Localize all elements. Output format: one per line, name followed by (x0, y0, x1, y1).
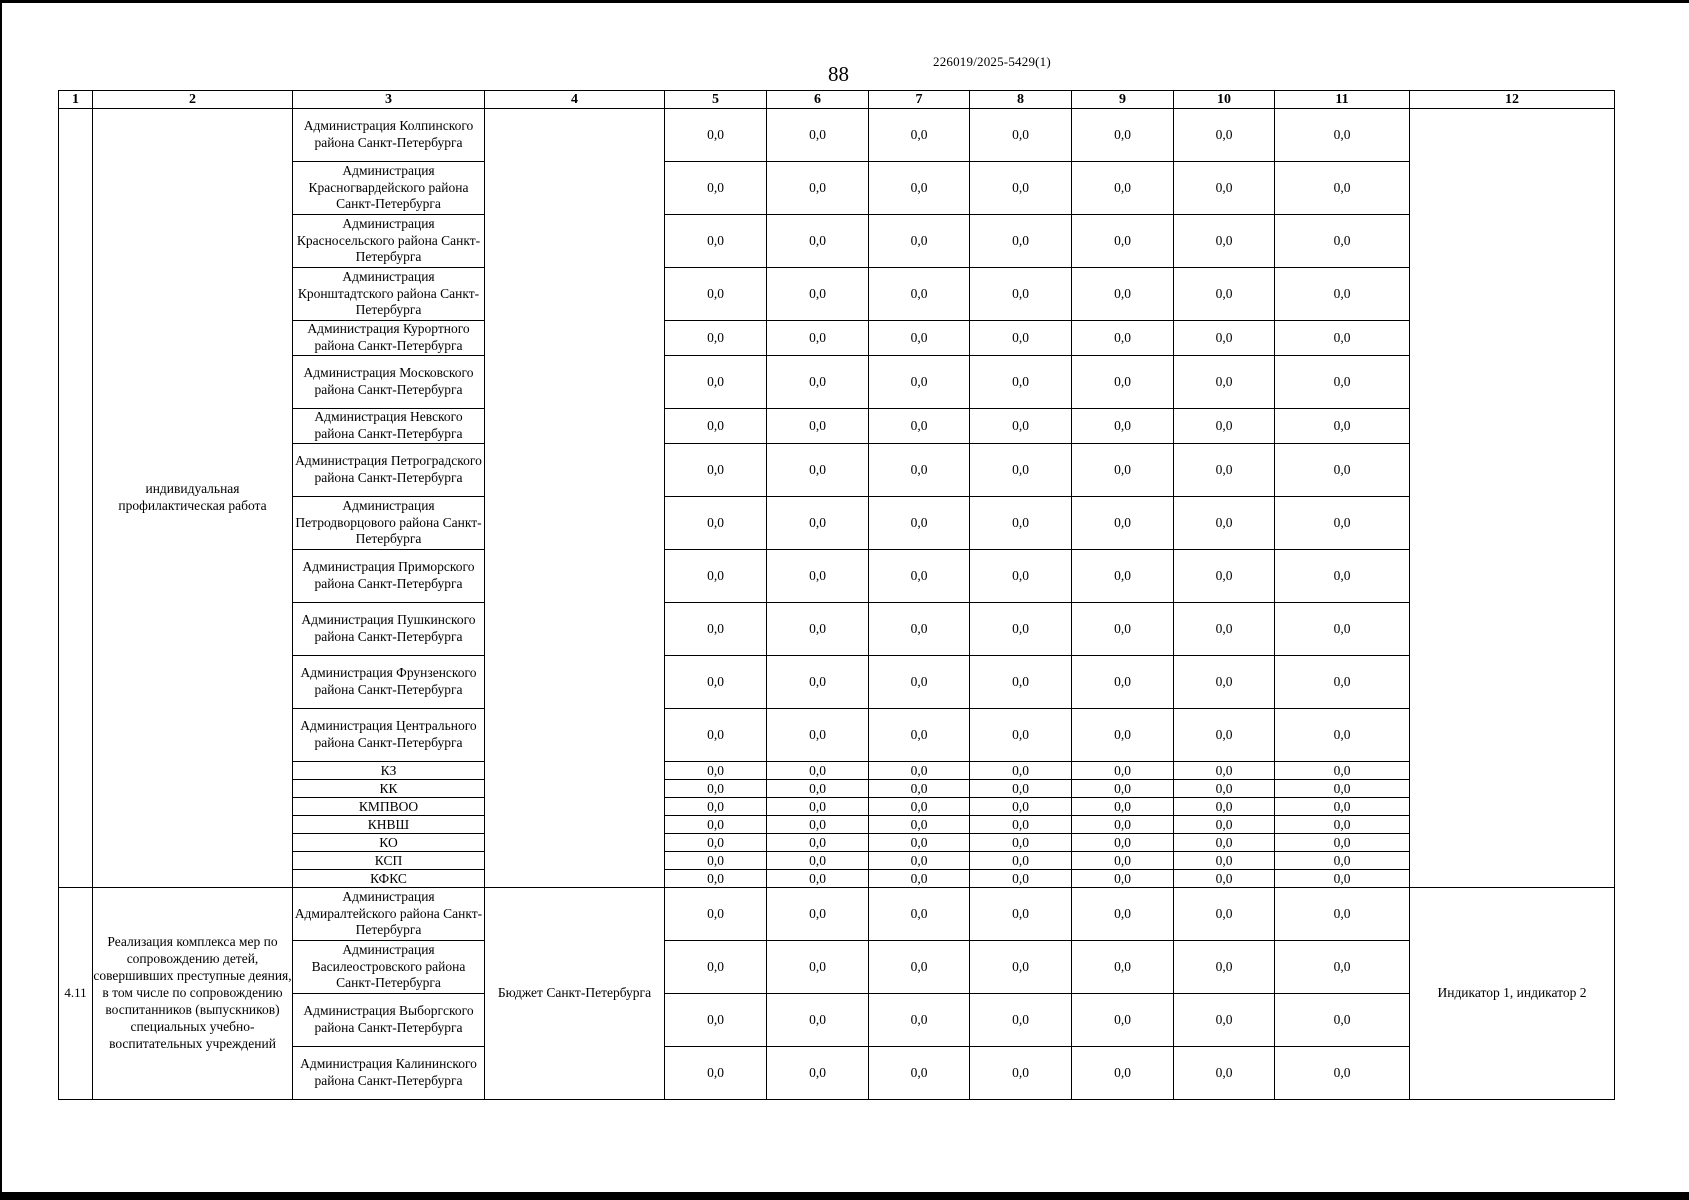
value-cell: 0,0 (869, 215, 970, 268)
column-header: 9 (1072, 91, 1174, 109)
value-cell: 0,0 (767, 356, 869, 409)
value-cell: 0,0 (869, 497, 970, 550)
value-cell: 0,0 (1174, 870, 1275, 888)
value-cell: 0,0 (1275, 762, 1410, 780)
table-row (59, 834, 1615, 852)
value-cell: 0,0 (665, 444, 767, 497)
value-cell: 0,0 (665, 1047, 767, 1100)
value-cell: 0,0 (869, 356, 970, 409)
funding-source-cell (485, 109, 665, 888)
executor-cell: Администрация Красногвардейского района Санкт-Петербурга (293, 162, 485, 215)
value-cell: 0,0 (665, 994, 767, 1047)
table-row (59, 656, 1615, 709)
value-cell: 0,0 (1275, 834, 1410, 852)
value-cell: 0,0 (767, 321, 869, 356)
value-cell: 0,0 (767, 603, 869, 656)
value-cell: 0,0 (1174, 356, 1275, 409)
value-cell: 0,0 (970, 215, 1072, 268)
value-cell: 0,0 (1275, 816, 1410, 834)
value-cell: 0,0 (1174, 994, 1275, 1047)
value-cell: 0,0 (767, 994, 869, 1047)
measure-title-cell: Реализация комплекса мер по сопровождению детей, совершивших преступные деяния, в том числе по сопровождению воспитанников (выпускников) специальных учебно-воспитательных учреждений (93, 888, 293, 1100)
table-row (59, 888, 1615, 941)
value-cell: 0,0 (767, 709, 869, 762)
executor-cell: Администрация Петродворцового района Санкт-Петербурга (293, 497, 485, 550)
value-cell: 0,0 (1174, 852, 1275, 870)
column-header: 4 (485, 91, 665, 109)
value-cell: 0,0 (1072, 888, 1174, 941)
executor-cell: Администрация Фрунзенского района Санкт-Петербурга (293, 656, 485, 709)
value-cell: 0,0 (869, 321, 970, 356)
budget-table (58, 90, 1615, 1100)
table-row (59, 816, 1615, 834)
value-cell: 0,0 (1275, 321, 1410, 356)
value-cell: 0,0 (1275, 870, 1410, 888)
value-cell: 0,0 (869, 870, 970, 888)
value-cell: 0,0 (1174, 603, 1275, 656)
value-cell: 0,0 (1275, 888, 1410, 941)
value-cell: 0,0 (767, 888, 869, 941)
value-cell: 0,0 (767, 798, 869, 816)
value-cell: 0,0 (970, 762, 1072, 780)
value-cell: 0,0 (1072, 870, 1174, 888)
value-cell: 0,0 (767, 497, 869, 550)
value-cell: 0,0 (1174, 816, 1275, 834)
value-cell: 0,0 (1174, 162, 1275, 215)
value-cell: 0,0 (767, 268, 869, 321)
value-cell: 0,0 (970, 656, 1072, 709)
column-header: 3 (293, 91, 485, 109)
table-row (59, 852, 1615, 870)
row-number-cell (59, 109, 93, 888)
value-cell: 0,0 (970, 870, 1072, 888)
value-cell: 0,0 (1174, 941, 1275, 994)
value-cell: 0,0 (869, 780, 970, 798)
value-cell: 0,0 (1275, 780, 1410, 798)
executor-cell: Администрация Кронштадтского района Санкт-Петербурга (293, 268, 485, 321)
value-cell: 0,0 (970, 497, 1072, 550)
value-cell: 0,0 (1174, 798, 1275, 816)
value-cell: 0,0 (869, 762, 970, 780)
value-cell: 0,0 (970, 268, 1072, 321)
value-cell: 0,0 (1275, 162, 1410, 215)
value-cell: 0,0 (1174, 109, 1275, 162)
executor-cell: Администрация Петроградского района Санкт-Петербурга (293, 444, 485, 497)
executor-cell: Администрация Красносельского района Санкт-Петербурга (293, 215, 485, 268)
value-cell: 0,0 (1174, 497, 1275, 550)
value-cell: 0,0 (1072, 162, 1174, 215)
table-row (59, 780, 1615, 798)
value-cell: 0,0 (1072, 109, 1174, 162)
table-row (59, 550, 1615, 603)
value-cell: 0,0 (970, 603, 1072, 656)
table-body (59, 91, 1615, 1100)
value-cell: 0,0 (1174, 321, 1275, 356)
value-cell: 0,0 (1275, 215, 1410, 268)
value-cell: 0,0 (767, 409, 869, 444)
value-cell: 0,0 (869, 268, 970, 321)
value-cell: 0,0 (767, 162, 869, 215)
value-cell: 0,0 (1275, 268, 1410, 321)
executor-cell: КЗ (293, 762, 485, 780)
value-cell: 0,0 (970, 444, 1072, 497)
value-cell: 0,0 (767, 215, 869, 268)
value-cell: 0,0 (970, 798, 1072, 816)
value-cell: 0,0 (1072, 762, 1174, 780)
column-header: 5 (665, 91, 767, 109)
table-row (59, 321, 1615, 356)
value-cell: 0,0 (869, 834, 970, 852)
table-row (59, 109, 1615, 162)
value-cell: 0,0 (1275, 1047, 1410, 1100)
table-row (59, 798, 1615, 816)
value-cell: 0,0 (1174, 1047, 1275, 1100)
value-cell: 0,0 (665, 870, 767, 888)
executor-cell: Администрация Центрального района Санкт-Петербурга (293, 709, 485, 762)
column-header: 8 (970, 91, 1072, 109)
value-cell: 0,0 (665, 215, 767, 268)
executor-cell: КО (293, 834, 485, 852)
value-cell: 0,0 (1275, 550, 1410, 603)
value-cell: 0,0 (1275, 852, 1410, 870)
value-cell: 0,0 (1072, 816, 1174, 834)
value-cell: 0,0 (1174, 268, 1275, 321)
value-cell: 0,0 (970, 1047, 1072, 1100)
value-cell: 0,0 (869, 941, 970, 994)
value-cell: 0,0 (869, 1047, 970, 1100)
value-cell: 0,0 (970, 780, 1072, 798)
value-cell: 0,0 (1072, 497, 1174, 550)
value-cell: 0,0 (665, 852, 767, 870)
value-cell: 0,0 (1275, 603, 1410, 656)
table-row (59, 497, 1615, 550)
table-row (59, 409, 1615, 444)
executor-cell: Администрация Калининского района Санкт-Петербурга (293, 1047, 485, 1100)
value-cell: 0,0 (869, 603, 970, 656)
column-header: 10 (1174, 91, 1275, 109)
value-cell: 0,0 (970, 550, 1072, 603)
column-header: 1 (59, 91, 93, 109)
value-cell: 0,0 (970, 816, 1072, 834)
table-row (59, 709, 1615, 762)
value-cell: 0,0 (665, 816, 767, 834)
value-cell: 0,0 (1275, 994, 1410, 1047)
value-cell: 0,0 (665, 603, 767, 656)
value-cell: 0,0 (970, 162, 1072, 215)
table-row (59, 444, 1615, 497)
value-cell: 0,0 (665, 497, 767, 550)
value-cell: 0,0 (1174, 888, 1275, 941)
value-cell: 0,0 (970, 888, 1072, 941)
value-cell: 0,0 (1072, 941, 1174, 994)
value-cell: 0,0 (869, 162, 970, 215)
value-cell: 0,0 (767, 852, 869, 870)
value-cell: 0,0 (869, 444, 970, 497)
column-header: 6 (767, 91, 869, 109)
value-cell: 0,0 (1072, 798, 1174, 816)
value-cell: 0,0 (767, 550, 869, 603)
value-cell: 0,0 (767, 834, 869, 852)
value-cell: 0,0 (1072, 780, 1174, 798)
value-cell: 0,0 (869, 109, 970, 162)
value-cell: 0,0 (1174, 550, 1275, 603)
value-cell: 0,0 (1275, 709, 1410, 762)
measure-title-cell: индивидуальная профилактическая работа (93, 109, 293, 888)
value-cell: 0,0 (1275, 444, 1410, 497)
value-cell: 0,0 (665, 656, 767, 709)
value-cell: 0,0 (1072, 852, 1174, 870)
value-cell: 0,0 (869, 409, 970, 444)
column-header: 2 (93, 91, 293, 109)
value-cell: 0,0 (1174, 656, 1275, 709)
value-cell: 0,0 (970, 356, 1072, 409)
value-cell: 0,0 (1072, 834, 1174, 852)
value-cell: 0,0 (1174, 834, 1275, 852)
value-cell: 0,0 (869, 798, 970, 816)
column-header: 12 (1410, 91, 1615, 109)
value-cell: 0,0 (665, 780, 767, 798)
value-cell: 0,0 (1072, 994, 1174, 1047)
value-cell: 0,0 (970, 852, 1072, 870)
value-cell: 0,0 (1275, 109, 1410, 162)
executor-cell: КСП (293, 852, 485, 870)
table-row (59, 870, 1615, 888)
value-cell: 0,0 (970, 109, 1072, 162)
value-cell: 0,0 (869, 994, 970, 1047)
value-cell: 0,0 (665, 834, 767, 852)
executor-cell: Администрация Курортного района Санкт-Петербурга (293, 321, 485, 356)
value-cell: 0,0 (1072, 1047, 1174, 1100)
executor-cell: КФКС (293, 870, 485, 888)
document-id: 226019/2025-5429(1) (933, 54, 1051, 69)
value-cell: 0,0 (665, 109, 767, 162)
value-cell: 0,0 (767, 762, 869, 780)
value-cell: 0,0 (970, 709, 1072, 762)
value-cell: 0,0 (970, 409, 1072, 444)
value-cell: 0,0 (665, 550, 767, 603)
value-cell: 0,0 (665, 321, 767, 356)
table-row (59, 762, 1615, 780)
column-header: 7 (869, 91, 970, 109)
executor-cell: Администрация Колпинского района Санкт-Петербурга (293, 109, 485, 162)
table-row (59, 215, 1615, 268)
value-cell: 0,0 (970, 321, 1072, 356)
value-cell: 0,0 (1174, 444, 1275, 497)
funding-source-cell: Бюджет Санкт-Петербурга (485, 888, 665, 1100)
value-cell: 0,0 (970, 941, 1072, 994)
table-row (59, 162, 1615, 215)
value-cell: 0,0 (665, 762, 767, 780)
value-cell: 0,0 (1275, 409, 1410, 444)
value-cell: 0,0 (767, 1047, 869, 1100)
value-cell: 0,0 (1275, 356, 1410, 409)
value-cell: 0,0 (1174, 409, 1275, 444)
executor-cell: Администрация Выборгского района Санкт-Петербурга (293, 994, 485, 1047)
value-cell: 0,0 (1072, 268, 1174, 321)
executor-cell: Администрация Пушкинского района Санкт-Петербурга (293, 603, 485, 656)
value-cell: 0,0 (665, 162, 767, 215)
value-cell: 0,0 (1072, 409, 1174, 444)
value-cell: 0,0 (767, 780, 869, 798)
value-cell: 0,0 (1072, 603, 1174, 656)
value-cell: 0,0 (869, 656, 970, 709)
header-row (59, 91, 1615, 109)
value-cell: 0,0 (970, 994, 1072, 1047)
value-cell: 0,0 (1072, 356, 1174, 409)
indicators-cell: Индикатор 1, индикатор 2 (1410, 888, 1615, 1100)
value-cell: 0,0 (1174, 709, 1275, 762)
value-cell: 0,0 (767, 109, 869, 162)
table-row (59, 941, 1615, 994)
executor-cell: Администрация Приморского района Санкт-Петербурга (293, 550, 485, 603)
executor-cell: КНВШ (293, 816, 485, 834)
value-cell: 0,0 (767, 870, 869, 888)
executor-cell: Администрация Московского района Санкт-Петербурга (293, 356, 485, 409)
table-row (59, 1047, 1615, 1100)
scan-border-top (0, 0, 1689, 3)
value-cell: 0,0 (665, 941, 767, 994)
value-cell: 0,0 (665, 409, 767, 444)
executor-cell: Администрация Адмиралтейского района Санкт-Петербурга (293, 888, 485, 941)
value-cell: 0,0 (1072, 444, 1174, 497)
value-cell: 0,0 (1275, 497, 1410, 550)
value-cell: 0,0 (767, 656, 869, 709)
value-cell: 0,0 (970, 834, 1072, 852)
column-header: 11 (1275, 91, 1410, 109)
scan-border-bottom (0, 1192, 1689, 1200)
value-cell: 0,0 (869, 852, 970, 870)
value-cell: 0,0 (1174, 762, 1275, 780)
value-cell: 0,0 (869, 550, 970, 603)
table-row (59, 603, 1615, 656)
value-cell: 0,0 (665, 798, 767, 816)
value-cell: 0,0 (1174, 215, 1275, 268)
value-cell: 0,0 (1275, 798, 1410, 816)
table-row (59, 994, 1615, 1047)
executor-cell: КК (293, 780, 485, 798)
value-cell: 0,0 (665, 268, 767, 321)
scan-border-left (0, 0, 2, 1200)
value-cell: 0,0 (869, 888, 970, 941)
indicators-cell (1410, 109, 1615, 888)
page-number: 88 (828, 62, 849, 86)
value-cell: 0,0 (665, 888, 767, 941)
value-cell: 0,0 (1275, 941, 1410, 994)
value-cell: 0,0 (1072, 215, 1174, 268)
value-cell: 0,0 (1072, 321, 1174, 356)
value-cell: 0,0 (1275, 656, 1410, 709)
value-cell: 0,0 (869, 816, 970, 834)
table-row (59, 356, 1615, 409)
value-cell: 0,0 (767, 941, 869, 994)
value-cell: 0,0 (869, 709, 970, 762)
executor-cell: Администрация Василеостровского района Санкт-Петербурга (293, 941, 485, 994)
value-cell: 0,0 (1072, 550, 1174, 603)
value-cell: 0,0 (767, 816, 869, 834)
value-cell: 0,0 (665, 709, 767, 762)
executor-cell: КМПВОО (293, 798, 485, 816)
executor-cell: Администрация Невского района Санкт-Петербурга (293, 409, 485, 444)
value-cell: 0,0 (1072, 709, 1174, 762)
row-number-cell: 4.11 (59, 888, 93, 1100)
value-cell: 0,0 (1174, 780, 1275, 798)
table-row (59, 268, 1615, 321)
value-cell: 0,0 (1072, 656, 1174, 709)
value-cell: 0,0 (767, 444, 869, 497)
value-cell: 0,0 (665, 356, 767, 409)
